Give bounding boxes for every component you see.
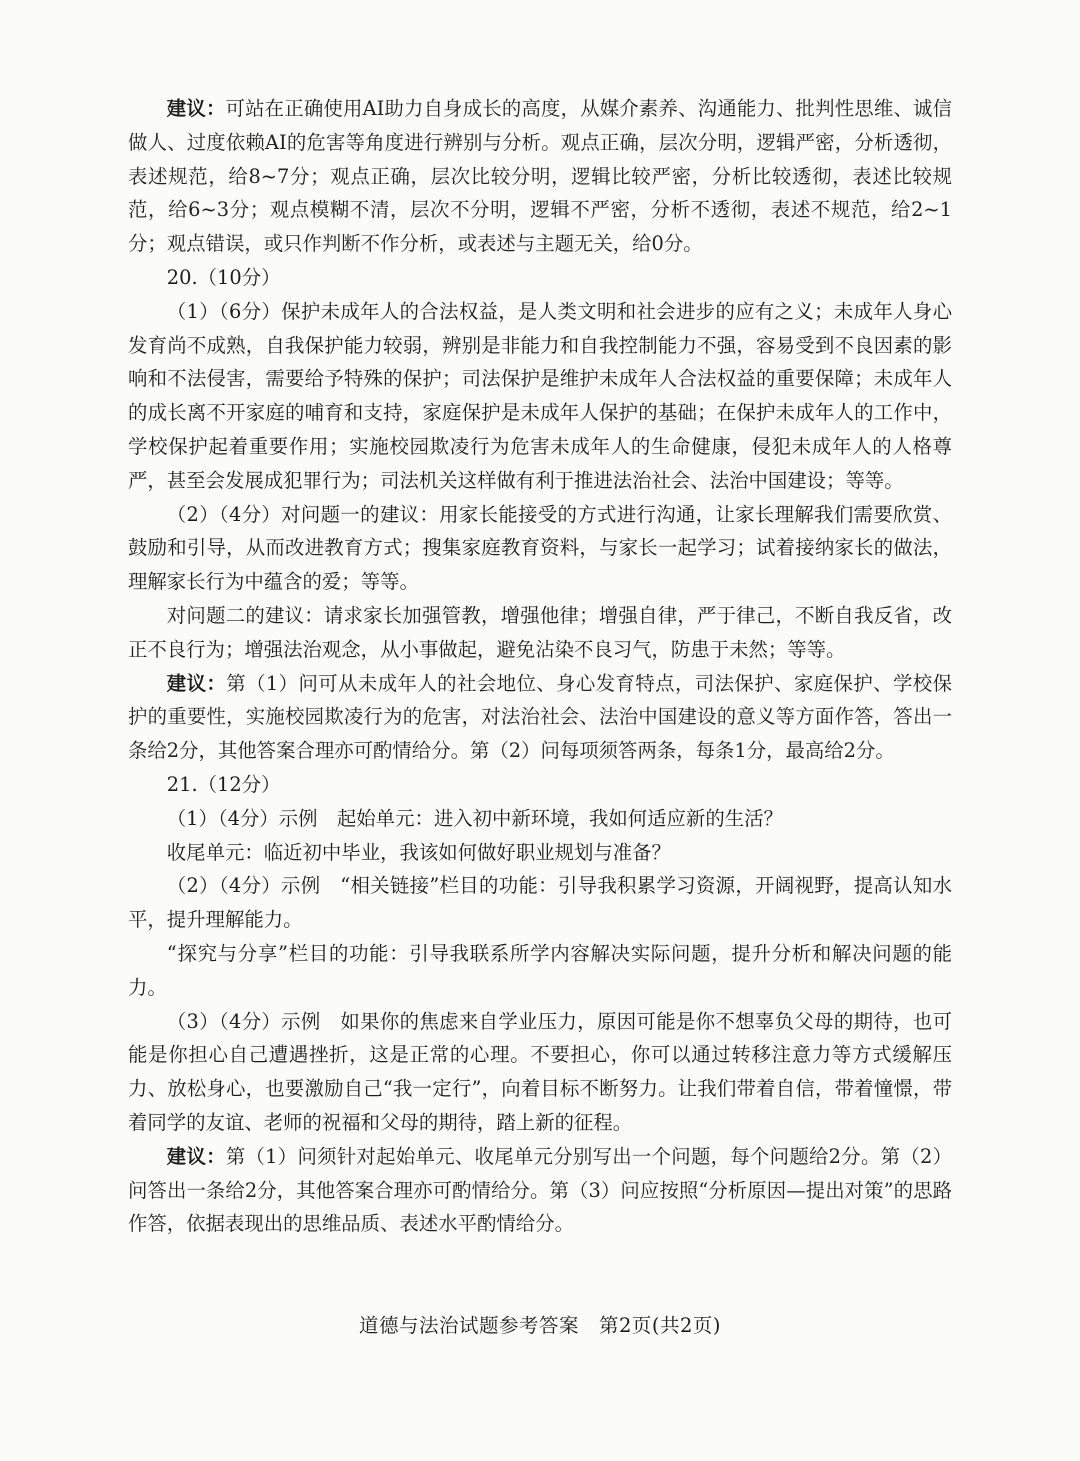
q21-part3-answer: （3）（4分）示例 如果你的焦虑来自学业压力，原因可能是你不想辜负父母的期待，也可能是你担心自己遭遇挫折，这是正常的心理。不要担心，你可以通过转移注意力等方式缓解压力、放松身心，也要激励自己“我一定行”，向着目标不断努力。让我们带着自信，带着憧憬，带着同学的友谊、老师的祝福和父母的期待，踏上新的征程。 — [128, 1009, 952, 1134]
suggestion-label: 建议： — [166, 97, 226, 120]
q21-suggestion-label: 建议： — [166, 1144, 226, 1168]
q21-part2-answer-2: “探究与分享”栏目的功能：引导我联系所学内容解决实际问题，提升分析和解决问题的能力。 — [128, 941, 952, 999]
q20-suggestion-label: 建议： — [166, 671, 227, 695]
page-footer: 道德与法治试题参考答案 第2页(共2页) — [358, 1314, 722, 1337]
suggestion-paragraph-19 — [128, 92, 952, 261]
answer-content — [128, 92, 952, 1241]
q20-part2-answer: （2）（4分）对问题一的建议：用家长能接受的方式进行沟通，让家长理解我们需要欣赏、鼓励和引导，从而改进教育方式；搜集家庭教育资料，与家长一起学习；试着接纳家长的做法，理解家长行为中蕴含的爱；等等。 — [128, 502, 952, 594]
question-20-heading: 20.（10分） — [166, 265, 281, 289]
q20-part2-answer-2: 对问题二的建议：请求家长加强管教，增强他律；增强自律，严于律己，不断自我反省，改正不良行为；增强法治观念，从小事做起，避免沾染不良习气，防患于未然；等等。 — [128, 603, 952, 661]
q21-part1-answer: （1）（4分）示例 起始单元：进入初中新环境，我如何适应新的生活？ — [166, 806, 783, 830]
q20-part1-answer: （1）（6分）保护未成年人的合法权益，是人类文明和社会进步的应有之义；未成年人身心发育尚不成熟，自我保护能力较弱，辨别是非能力和自我控制能力不强，容易受到不良因素的影响和不法侵害，需要给予特殊的保护；司法保护是维护未成年人合法权益的重要保障；未成年人的成长离不开家庭的哺育和支持，家庭保护是未成年人保护的基础；在保护未成年人的工作中，学校保护起着重要作用；实施校园欺凌行为危害未成年人的生命健康，侵犯未成年人的人格尊严，甚至会发展成犯罪行为；司法机关这样做有利于推进法治社会、法治中国建设；等等。 — [128, 299, 952, 492]
question-21-heading: 21.（12分） — [166, 772, 281, 796]
q21-part2-answer: （2）（4分）示例 “相关链接”栏目的功能：引导我积累学习资源，开阔视野，提高认知水平，提升理解能力。 — [128, 874, 952, 932]
q21-suggestion-paragraph — [128, 1140, 952, 1241]
suggestion-text: 可站在正确使用AI助力自身成长的高度，从媒介素养、沟通能力、批判性思维、诚信做人、过度依赖AI的危害等角度进行辨别与分析。观点正确，层次分明，逻辑严密，分析透彻，表述规范，给8~7分；观点正确，层次比较分明，逻辑比较严密，分析比较透彻，表述比较规范，给6~3分；观点模糊不清，层次不分明，逻辑不严密，分析不透彻，表述不规范，给2~1分；观点错误，或只作判断不作分析，或表述与主题无关，给0分。 — [128, 97, 952, 256]
q20-suggestion-paragraph — [128, 667, 952, 768]
q21-part1-answer-2: 收尾单元：临近初中毕业，我该如何做好职业规划与准备？ — [166, 840, 671, 864]
q20-suggestion-text: 第（1）问可从未成年人的社会地位、身心发育特点，司法保护、家庭保护、学校保护的重要性，实施校园欺凌行为的危害，对法治社会、法治中国建设的意义等方面作答，答出一条给2分，其他答案合理亦可酌情给分。第（2）问每项须答两条，每条1分，最高给2分。 — [128, 671, 952, 763]
q21-suggestion-text: 第（1）问须针对起始单元、收尾单元分别写出一个问题，每个问题给2分。第（2）问答出一条给2分，其他答案合理亦可酌情给分。第（3）问应按照“分析原因—提出对策”的思路作答，依据表现出的思维品质、表述水平酌情给分。 — [128, 1144, 953, 1236]
